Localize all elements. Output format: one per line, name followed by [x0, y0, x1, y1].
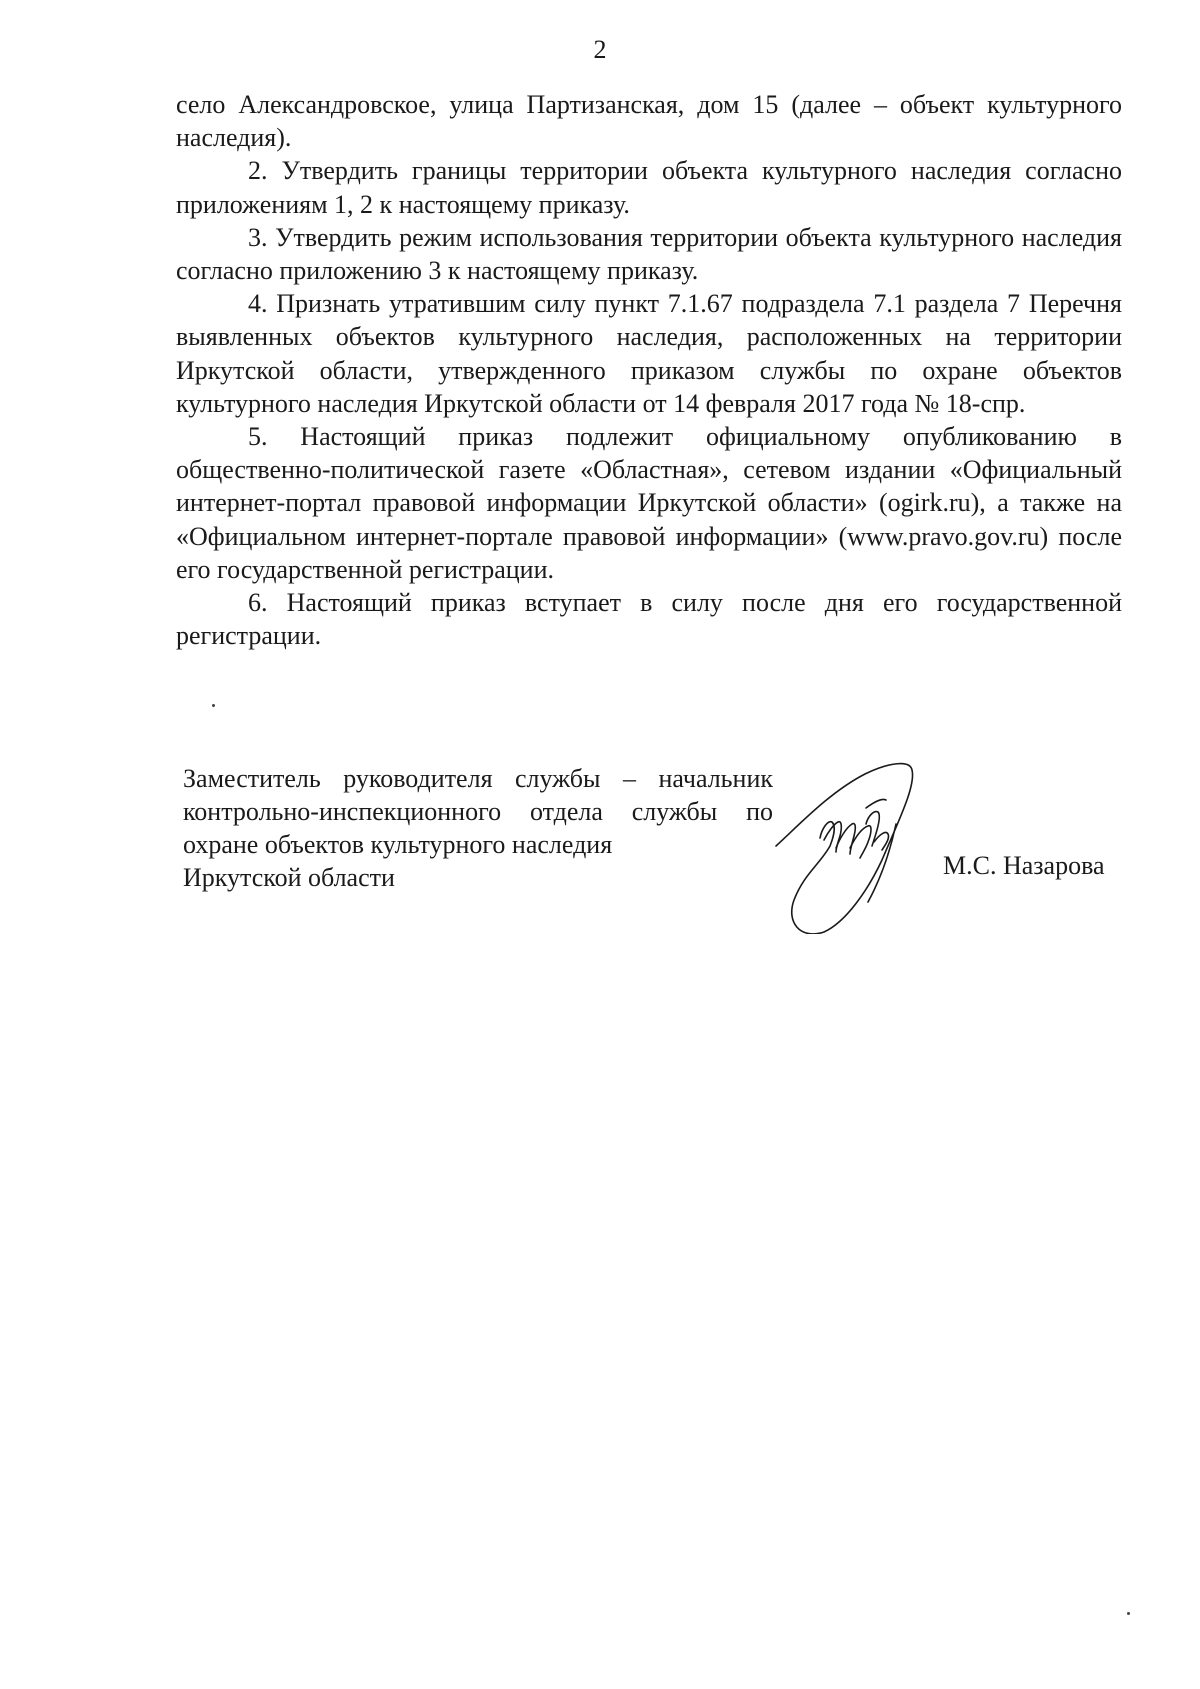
signer-name: М.С. Назарова: [943, 851, 1105, 880]
page-number: 2: [593, 35, 607, 64]
paragraph-item-2: 2. Утвердить границы территории объекта культурного наследия согласно приложениям 1, 2 к настоящему приказу.: [176, 156, 1122, 219]
scan-speck: [212, 704, 215, 707]
signatory-position: [183, 762, 773, 894]
document-body: [176, 88, 1122, 652]
paragraph-item-4: 4. Признать утратившим силу пункт 7.1.67 подраздела 7.1 раздела 7 Перечня выявленных объектов культурного наследия, расположенных на территории Иркутской области, утвержденного приказом службы по охране объектов культурного наследия Иркутской области от 14 февраля 2017 года № 18-спр.: [176, 289, 1122, 418]
handwritten-signature-icon: [770, 762, 940, 934]
scan-speck: [1127, 1612, 1130, 1615]
signatory-position-text: Заместитель руководителя службы – начальник контрольно-инспекционного отдела службы по охране объектов культурного наследия: [183, 764, 773, 859]
paragraph-item-3: 3. Утвердить режим использования территории объекта культурного наследия согласно приложению 3 к настоящему приказу.: [176, 222, 1122, 286]
paragraph-item-5: 5. Настоящий приказ подлежит официальному опубликованию в общественно-политической газете «Областная», сетевом издании «Официальный интернет-портал правовой информации Иркутской области» (ogirk.ru), а также на «Официальном интернет-портале правовой информации» (www.pravo.gov.ru) после его государственной регистрации.: [176, 422, 1122, 584]
signatory-position-region: Иркутской области: [183, 863, 395, 892]
paragraph-item-6: 6. Настоящий приказ вступает в силу после дня его государственной регистрации.: [176, 588, 1122, 651]
paragraph-continuation: село Александровское, улица Партизанская, дом 15 (далее – объект культурного наследия).: [176, 90, 1122, 153]
